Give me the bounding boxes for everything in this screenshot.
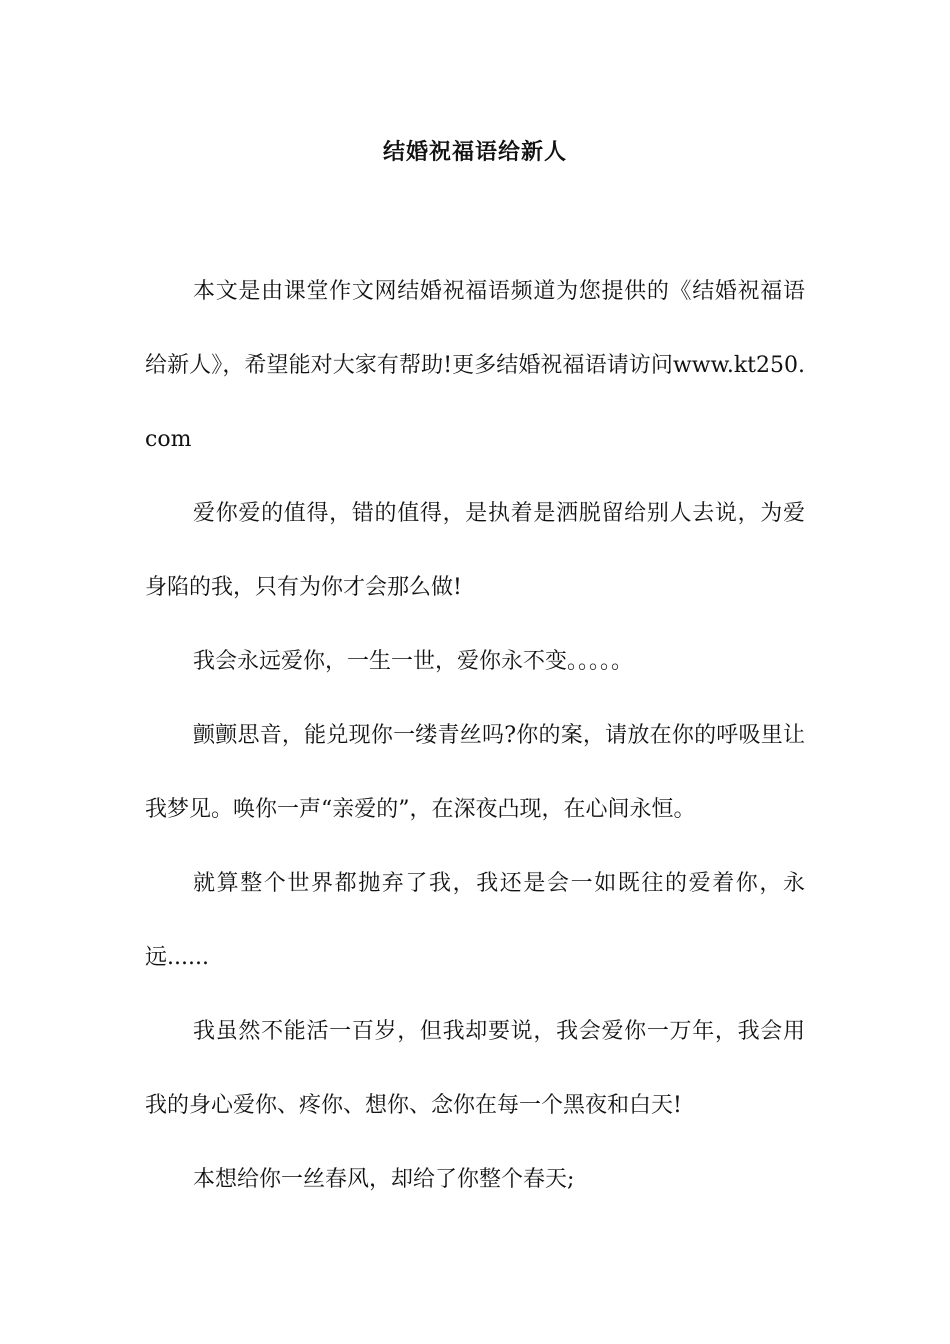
paragraph: 我虽然不能活一百岁，但我却要说，我会爱你一万年，我会用我的身心爱你、疼你、想你、念你在每一个黑夜和白天! — [145, 1019, 805, 1118]
paragraph: 本想给你一丝春风，却给了你整个春天; — [193, 1167, 575, 1192]
document-body — [145, 255, 805, 1217]
paragraph: 颤颤思音，能兑现你一缕青丝吗?你的案，请放在你的呼吸里让我梦见。唤你一声“亲爱的”，在深夜凸现，在心间永恒。 — [145, 723, 805, 822]
document-title: 结婚祝福语给新人 — [382, 139, 567, 165]
paragraph: 爱你爱的值得，错的值得，是执着是洒脱留给别人去说，为爱身陷的我，只有为你才会那么做! — [145, 501, 805, 600]
paragraph: 就算整个世界都抛弃了我，我还是会一如既往的爱着你，永远...... — [145, 871, 805, 970]
paragraph-intro: 本文是由课堂作文网结婚祝福语频道为您提供的《结婚祝福语给新人》，希望能对大家有帮助!更多结婚祝福语请访问www.kt250.com — [145, 279, 805, 452]
paragraph: 我会永远爱你，一生一世，爱你永不变。。。。。 — [193, 649, 634, 674]
